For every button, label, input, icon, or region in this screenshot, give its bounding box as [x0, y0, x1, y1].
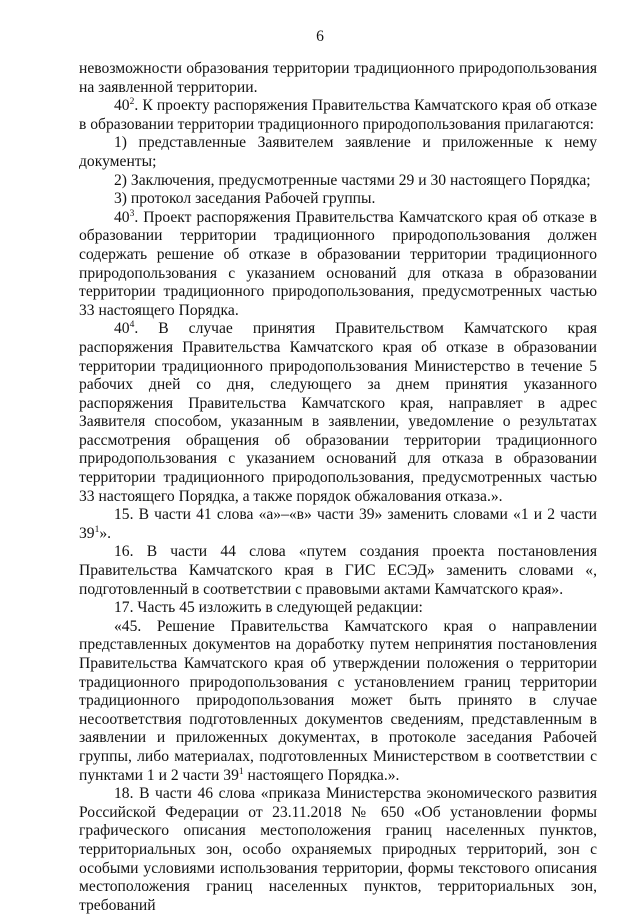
paragraph-text: 15. В части 41 слова «а»–«в» части 39» заменить словами «1 и 2 части 39 [79, 506, 597, 542]
paragraph-text: «45. Решение Правительства Камчатского края о направлении представленных документов на доработку путем непринятия постановления Правительства Камчатского края об утверждении положения о территории традиционного природопользования с установлением границ территории традиционного природопользования может быть принято в случае несоответствия подготовленных документов сведениям, представленным в заявлении и приложенных документах, в протоколе заседания Рабочей группы, либо материалах, подготовленных Министерством в соответствии с пунктами 1 и 2 части 39 [79, 617, 597, 784]
superscript-index: 1 [94, 524, 100, 535]
paragraph-text: 40 [114, 208, 130, 226]
paragraph-text: . К проекту распоряжения Правительства Камчатского края об отказе в образовании территории традиционного природопользования прилагаются: [79, 97, 597, 133]
paragraph-p11 [79, 785, 597, 915]
paragraph-p10 [79, 618, 597, 785]
paragraph-p3 [79, 172, 597, 191]
paragraph-text: 40 [114, 320, 130, 338]
paragraph-p4 [79, 190, 597, 209]
paragraph-p7 [79, 506, 597, 543]
paragraph-text: ». [99, 524, 112, 542]
paragraph-text: 3) протокол заседания Рабочей группы. [114, 190, 376, 208]
paragraph-text: 2) Заключения, предусмотренные частями 29 и 30 настоящего Порядка; [114, 171, 591, 189]
superscript-index: 3 [129, 208, 135, 219]
paragraph-p5 [79, 209, 597, 321]
paragraph-text: 17. Часть 45 изложить в следующей редакции: [114, 599, 423, 617]
page-number: 6 [316, 28, 324, 45]
paragraph-text: 16. В части 44 слова «путем создания проекта постановления Правительства Камчатского края в ГИС ЕСЭД» заменить словами «, подготовленный в соответствии с правовыми актами Камчатского края». [79, 543, 597, 598]
paragraph-text: . В случае принятия Правительством Камчатского края распоряжения Правительства Камчатского края об отказе в образовании территории традиционного природопользования Министерство в течение 5 рабочих дней со дня, следующего за днем принятия указанного распоряжения Правительства Камчатского края, направляет в адрес Заявителя способом, указанным в заявлении, уведомление о результатах рассмотрения обращения об образовании территории традиционного природопользования с указанием оснований для отказа в образовании территории традиционного природопользования, предусмотренных частью 33 настоящего Порядка, а также порядок обжалования отказа.». [79, 320, 597, 505]
paragraph-text: 40 [114, 97, 130, 115]
paragraph-p6 [79, 320, 597, 506]
paragraph-p0 [79, 60, 597, 97]
paragraph-p8 [79, 543, 597, 599]
document-body [79, 60, 597, 915]
superscript-index: 1 [238, 766, 244, 777]
paragraph-p9 [79, 599, 597, 618]
paragraph-text: невозможности образования территории традиционного природопользования на заявленной территории. [79, 60, 597, 96]
superscript-index: 2 [129, 97, 135, 108]
superscript-index: 4 [129, 320, 135, 331]
paragraph-p2 [79, 134, 597, 171]
paragraph-text: 18. В части 46 слова «приказа Министерства экономического развития Российской Федерации от 23.11.2018 № 650 «Об установлении формы графического описания местоположения границ населенных пунктов, территориальных зон, особо охраняемых природных территорий, зон с особыми условиями использования территории, формы текстового описания местоположения границ населенных пунктов, территориальных зон, требований [79, 785, 597, 914]
paragraph-p1 [79, 97, 597, 134]
paragraph-text: настоящего Порядка.». [243, 766, 400, 784]
paragraph-text: . Проект распоряжения Правительства Камчатского края об отказе в образовании территории традиционного природопользования должен содержать решение об отказе в образовании территории традиционного природопользования с указанием оснований для отказа в образовании территории традиционного природопользования, предусмотренных частью 33 настоящего Порядка. [79, 208, 597, 319]
paragraph-text: 1) представленные Заявителем заявление и приложенные к нему документы; [79, 134, 597, 170]
